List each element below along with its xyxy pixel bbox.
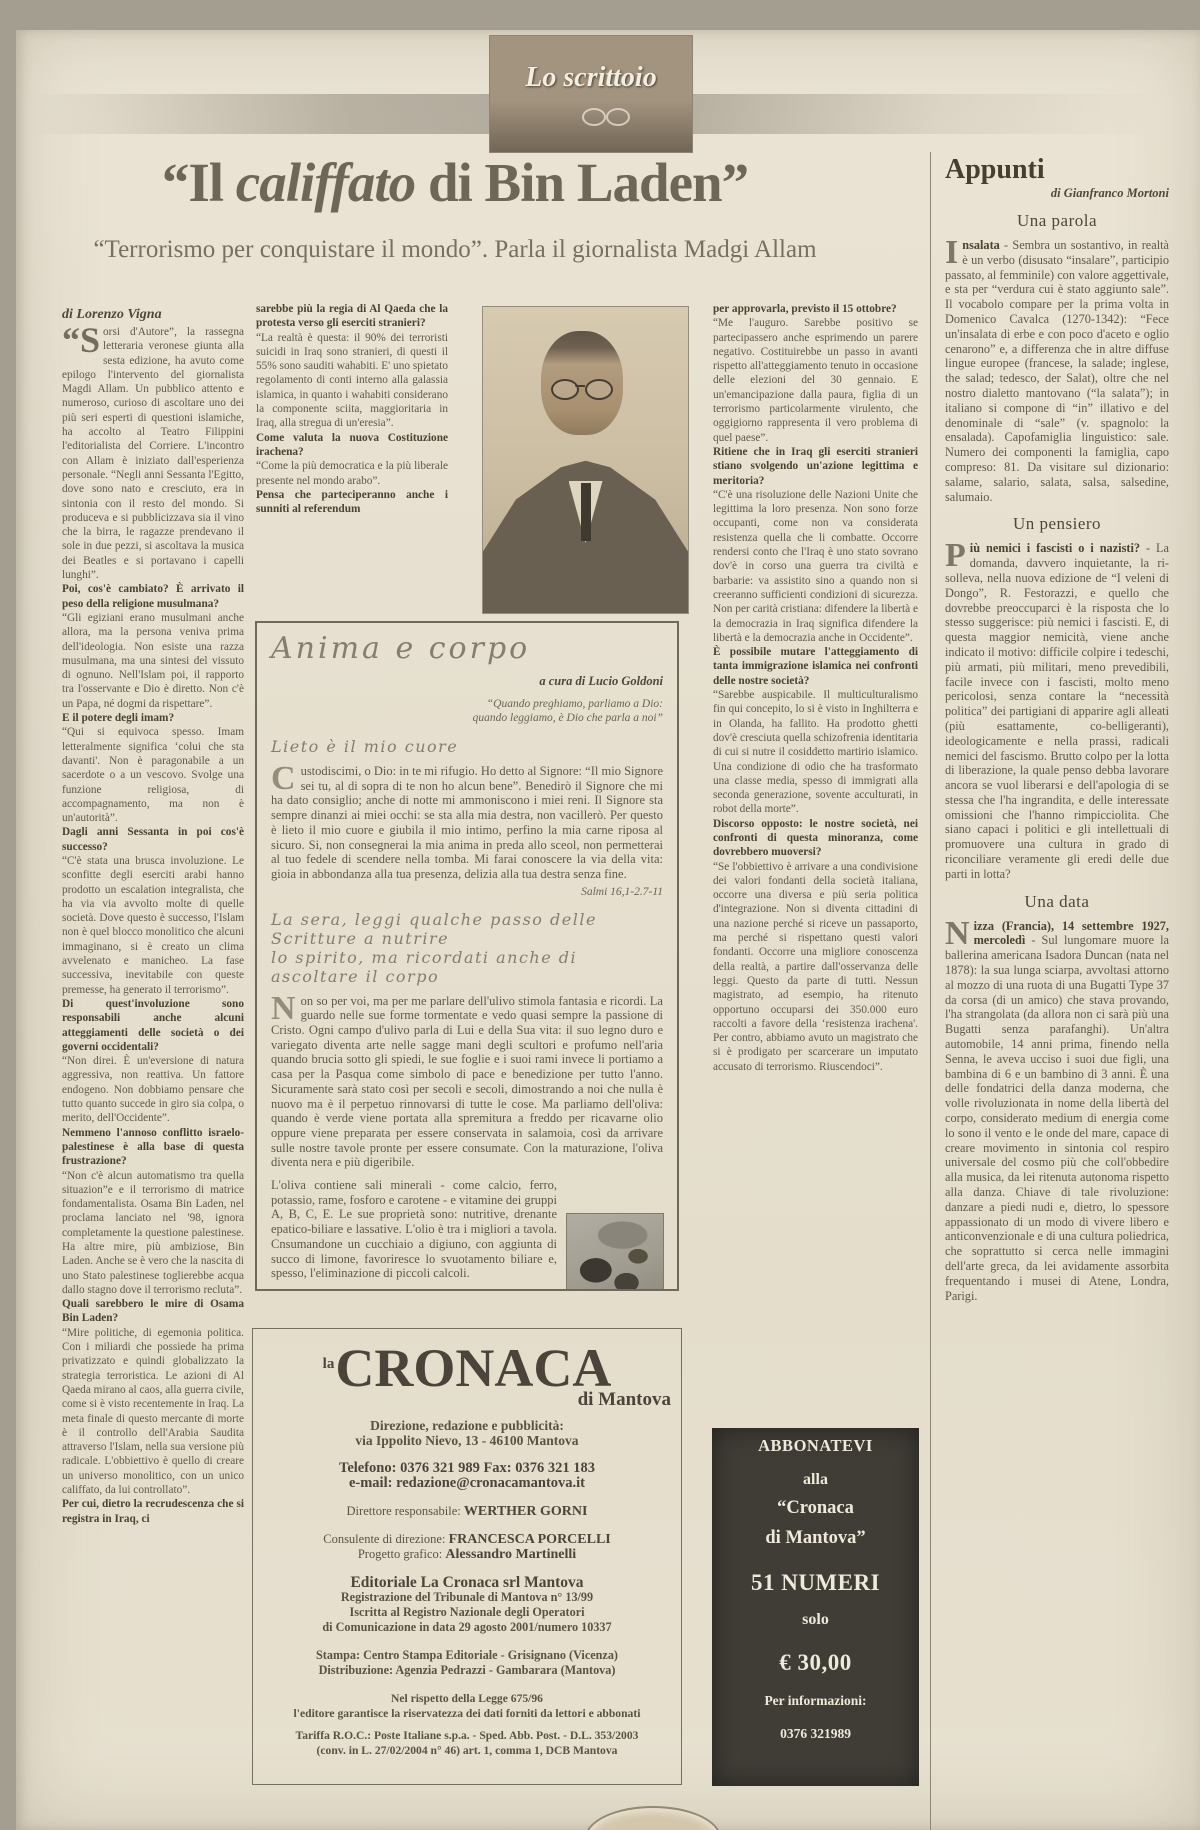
box-curator: a cura di Lucio Goldoni [539,674,663,688]
masthead-line: Direttore responsabile: WERTHER GORNI [346,1504,588,1519]
article-paragraph: Dagli anni Sessanta in poi cos'è successo? [62,826,244,853]
article-paragraph: È possibile mutare l'atteggiamento di tanta immigrazione islamica nei confronti delle nostre società? [713,646,918,687]
masthead-line: via Ippolito Nievo, 13 - 46100 Mantova [355,1433,579,1448]
masthead-line: (conv. in L. 27/02/2004 n° 46) art. 1, comma 1, DCB Mantova [316,1744,618,1757]
article-paragraph: Quali sarebbero le mire di Osama Bin Laden? [62,1298,244,1325]
box-title: Anima e corpo [271,631,531,666]
masthead-line: Tariffa R.O.C.: Poste Italiane s.p.a. - Sped. Abb. Post. - D.L. 353/2003 [295,1729,639,1742]
masthead-line: Iscritta al Registro Nazionale degli Operatori [349,1605,585,1619]
article-paragraph: Di quest'involuzione sono responsabili anche alcuni atteggiamenti delle società o dei governi occidentali? [62,997,244,1053]
masthead-line: Direzione, redazione e pubblicità: [370,1418,564,1433]
article-paragraph: Poi, cos'è cambiato? È arrivato il peso della religione musulmana? [62,583,244,610]
headline-italic-word: califfato [235,152,416,213]
article-paragraph: “La realtà è questa: il 90% dei terroristi suicidi in Iraq sono stranieri, di questi il 55% sono sauditi wahabiti. E' uno spietato regolamento di conti interno alla galassia islamica, in quanto i wahabiti considerano la componente sciita, maggioritaria in Iraq, alla stregua di un'eresia”. [256,331,448,430]
article-paragraph: “Sarebbe auspicabile. Il multiculturalismo fin qui concepito, lo si è visto in Inghilterra e in Olanda, ha fallito. Ha prodotto ghetti dov'è cresciuta quella schizofrenia identitaria di cui si nutre il cosiddetto martirio islamico. Una condizione di odio che ha trasformato una classe media, spesso di immigrati alla seconda generazione, sovente acculturati, in robot della morte”. [713,689,918,816]
article-paragraph: “Non direi. È un'eversione di natura aggressiva, non reattiva. Un fattore endogeno. Non dobbiamo pensare che tutto quanto succede in giro sia colpa, o merito, dell'Occidente”. [62,1055,244,1125]
ad-line: 51 NUMERI [750,1570,881,1595]
masthead-line: l'editore garantisce la riservatezza dei dati forniti da lettori e abbonati [293,1707,641,1720]
article-paragraph: “Se l'obbiettivo è arrivare a una condivisione dei valori fondanti della società italiana, occorre una diversa e più seria politica d'integrazione. Non si diventa cittadini di una nazione perché si riceve un passaporto, ma perché si rispettano questi valori fondanti. Occorre una migliore conoscenza della realtà, a partire dall'osservanza delle leggi. Questo da parte di tutti. Nessun magistrato, ad esempio, ha ritenuto opportuno occuparsi dei 350.000 euro raccolti a favore della ‘resistenza irachena'. Per contro, abbiamo avuto un magistrato che si è prodigato per scarcerare un imputato accusato di terrorismo. Riuscendoci”. [713,860,918,1073]
article-paragraph: Discorso opposto: le nostre società, nei confronti di questa minoranza, come dovrebbero muoversi? [713,817,918,859]
psalm-text: Custodiscimi, o Dio: in te mi rifugio. Ho detto al Signore: “Il mio Signore sei tu, al di sopra di te non ho alcun bene”. Benedirò il Signore che mi ha dato consiglio; anche di notte mi ammoniscono i miei reni. Il Signore sta sempre dinanzi ai miei occhi: se sta alla mia destra, non vacillerò. Per questo è lieto il mio cuore e giubila il mio intimo, perfino la mia carne riposa al sicuro. Si, non consegnerai la mia anima in preda allo sceol, non permetterai al tuo fedele di scendere nella tomba. Mi farai conoscere la via della vita: gioia in abbondanza alla tua presenza, delizia alla tua destra senza fine. [271,760,663,881]
psalm-title: Lieto è il mio cuore [271,737,459,756]
eyeglasses-icon [582,108,606,126]
masthead-box [252,1328,682,1785]
section-title: Lo scrittoio [525,62,657,93]
anima-e-corpo-box [255,621,679,1291]
article-paragraph: sarebbe più la regia di Al Qaeda che la protesta verso gli eserciti stranieri? [256,303,448,330]
masthead-line: Editoriale La Cronaca srl Mantova [350,1574,584,1591]
standfirst: “Terrorismo per conquistare il mondo”. Parla il giornalista Madgi Allam [93,236,817,263]
article-paragraph: Nemmeno l'annoso conflitto israelo-palestinese è alla base di questa frustrazione? [62,1126,244,1168]
headline-open: “Il [161,152,236,213]
article-paragraph: Ritiene che in Iraq gli eserciti stranieri stiano svolgendo un'azione legittima e meritoria? [713,445,918,487]
appunti-byline: di Gianfranco Mortoni [1050,186,1169,200]
masthead-line: Distribuzione: Agenzia Pedrazzi - Gambarara (Mantova) [318,1663,616,1677]
box-epigraph: “Quando preghiamo, parliamo a Dio: quando leggiamo, è Dio che parla a noi” [472,698,663,724]
masthead-line: e-mail: redazione@cronacamantova.it [348,1475,586,1491]
appunti-block: Una data [1024,891,1090,911]
masthead-line: Nel rispetto della Legge 675/96 [391,1692,543,1705]
eyeglasses-icon [606,108,630,126]
masthead-line: Registrazione del Tribunale di Mantova n° 13/99 [340,1590,594,1604]
appunti-block: Una parola [1016,211,1098,230]
lo-scrittoio-banner-photo [490,36,692,152]
article-column-2 [256,302,448,620]
ad-line: ABBONATEVI [758,1436,873,1455]
magdi-allam-photo [483,307,688,613]
cronaca-logo: laCRONACA [322,1338,612,1398]
ad-line: di Mantova” [765,1528,866,1548]
masthead-line: Telefono: 0376 321 989 Fax: 0376 321 183 [338,1460,596,1476]
bottom-page-ornament [585,1806,721,1830]
appunti-block: Più nemici i fascisti o i nazisti? - La domanda, davvero inquietante, la ri-solleva, nella nuova edizione de “I veleni di Dongo”, R. Festorazzi, e quello che dovrebbe preoccuparci è la risposta che lo stesso suggerisce: più nemici i fascisti. E, di questa maggior nemicità, viene anche indicato il motivo: difficile colpire i tedeschi, più armati, più militari, meno prevedibili, facile invece con i fascisti, molto meno pericolosi, senza contare la “necessità politica” dei partigiani di apparire agli alleati (più esattamente, co-belligeranti), ideologicamente e nella prassi, radicali nemici del fascismo. Brutto colpo per la lotta di liberazione, la quale penso debba lavorare ancora se vuol liberarsi e dell'apologia di se stessa che l'ha ingrandita, e delle interessate omissioni che l'hanno rimpicciolita. Che siano capaci i politici e gli intellettuali di promuovere una cultura in grado di riconciliare veramente gli eredi delle due parti in lotta? [945,537,1169,881]
article-paragraph: Pensa che parteciperanno anche i sunniti al referendum [256,488,448,516]
article-column-1 [62,325,244,1803]
appunti-title: Appunti [945,154,1045,185]
appunti-block: Un pensiero [1012,514,1102,534]
main-headline [60,154,850,212]
article-paragraph: “Gli egiziani erano musulmani anche allora, ma la persona veniva prima dell'ideologia. Non esiste una razza musulmana, ma una sintesi del vissuto di ognuno. Nell'Islam poi, il rapporto tra l'osservante e Dio è diretto. Non c'è un Papa, né dogmi da rispettare”. [62,611,244,710]
article-paragraph: “Come la più democratica e la più liberale presente nel mondo arabo”. [256,460,448,487]
article-paragraph: E il potere degli imam? [62,712,175,725]
article-paragraph: “Sorsi d'Autore”, la rassegna letteraria veronese giunta alla sesta edizione, ha avuto come epilogo l'intervento del giornalista Magdi Allam. Un pubblico attento e numeroso, curioso di ascoltare uno dei più seri esperti di questioni islamiche, ha accolto al Teatro Filippini l'editorialista del Corriere. L'incontro con Allam è iniziato dall'esperienza personale. “Negli anni Sessanta l'Egitto, dove sono nato e cresciuto, era in sintonia con il resto del mondo. Si produceva e si pubblicizzava sia il vino che la birra, le ragazze prendevano il sole in due pezzi, si ascoltava la musica dei Beatles e si portavano i capelli lunghi”. [62,325,244,582]
article-paragraph: “C'è stata una brusca involuzione. Le sconfitte degli eserciti arabi hanno prodotto un escalation integralista, che ha via via avvolto molte di quelle società. Dove questo è successo, l'Islam non è quel blocco monolitico che alcuni immaginano, si è creato un clima avvelenato e manicheo. La fase successiva, inevitabile con queste premesse, ha generato il terrorismo”. [62,854,244,996]
ad-line: solo [802,1611,829,1628]
appunti-block: Insalata - Sembra un sostantivo, in realtà è un verbo (disusato “insalare”, participio passato, al femminile) con valore aggettivale, e sta per “verdura cui è stato aggiunto sale”. Il vocabolo compare per la prima volta in Domenico Cavalca (1270-1342): “Fece un'insalata di erbe e con poco d'aceto e oglio cenarono” e, a differenza che in altre diffuse lingue europee (francese, la salade; inglese, the salad; tedesco, der Salat), oltre che nel nostro dialetto mantovano (“la salata”); in italiano si compone di “in” illativo e del denominale di “sale” (v. spagnolo: la ensalada). Capofamiglia linguistico: sale. Numero dei componenti la famiglia, capo compreso: 81. Da visitare sul dizionario: salame, salario, salata, salsa, salsedine, salumaio. [945,234,1169,504]
ad-line: € 30,00 [779,1650,852,1675]
subscription-ad [712,1428,919,1786]
appunti-blocks [945,211,1169,1303]
article-paragraph: “Mire politiche, di egemonia politica. Con i miliardi che possiede ha prima privatizzato e quindi globalizzato la strategia terroristica. Le azioni di Al Qaeda mirano al caos, alla guerra civile, come si è visto recentemente in Iraq. La meta finale di questo mercante di morte è il controllo dell'Arabia Saudita attraverso l'Islam, nella sua versione più radicale. L'obbiettivo è quello di creare un universo monolitico, con un unico califfato, da lui controllato”. [62,1326,244,1497]
ad-line: “Cronaca [777,1498,854,1518]
article-paragraph: per approvarla, previsto il 15 ottobre? [713,303,897,315]
masthead-line: di Comunicazione in data 29 agosto 2001/numero 10337 [322,1620,612,1634]
article-paragraph: “Non c'è alcun automatismo tra quella situazion”e e il terrorismo di matrice fondamentalista. Osama Bin Laden, nel proclama lanciato nel '98, ignora completamente la questione palestinese. Ha altre mire, più ambiziose, Bin Laden. Anche se è vero che la nascita di uno Stato palestinese toglierebbe acqua dallo stagno dove il terrorismo recluta”. [62,1169,244,1296]
article-paragraph: “Qui si equivoca spesso. Imam letteralmente significa ‘colui che sta davanti'. Non è paragonabile a un sacerdote o a un vescovo. Svolge una funzione religiosa, di accompagnamento, ma non è un'autorità”. [62,726,244,825]
second-piece-title: La sera, leggi qualche passo delle Scritture a nutrire lo spirito, ma ricordati anche di ascoltare il corpo [271,909,597,986]
headline-close: di Bin Laden” [415,152,749,213]
appunti-column [945,154,1169,1830]
masthead-line: Consulente di direzione: FRANCESCA PORCELLI [323,1532,611,1547]
sidebar-divider-rule [930,152,931,1830]
article-paragraph: “C'è una risoluzione delle Nazioni Unite che legittima la loro presenza. Non sono forze occupanti, come non va considerata resistenza quella che li combatte. Occorre rendersi conto che l'Iraq è uno stato sovrano dov'è in corso una guerra tra civiltà e barbarie: va assistito sino a quando non si creeranno sufficienti condizioni di sicurezza. Non per carità cristiana: difendere la libertà e la democrazia in Iraq significa difendere la libertà e la democrazia anche in Occidente”. [713,488,918,644]
author-byline: di Lorenzo Vigna [62,307,162,322]
newspaper-page [16,30,1200,1830]
olive-text-part1: Non so per voi, ma per me parlare dell'ulivo stimola fantasia e ricordi. La guardo nelle sue forme tormentate e vedo quasi sempre la passione di Cristo. Ogni campo d'ulivo parla di Lui e della Sua vita: il suo legno duro e variegato diventa arte nelle sagge mani degli scultori e profumo nell'aria quando brucia sotto gli spiedi, le sue foglie e i suoi rami invece li portiamo a casa per la Pasqua come simbolo di pace e benedizione per tutto l'anno. Sicuramente sarà stato così per secoli e secoli, dimostrando a noi che nulla è nuovo ma è il perpetuo rinnovarsi di tutte le cose. Ma parliamo dell'oliva: quando è verde viene portata alla spremitura a freddo per ricavarne olio oppure viene preparata per essere conservata in salamoia, così da arrivare sulle nostre tavole pronte per essere consumate. Con la maturazione, l'oliva diventa nera e più digeribile. [271,989,663,1170]
ad-line: 0376 321989 [780,1726,851,1741]
article-paragraph: “Me l'auguro. Sarebbe positivo se partecipassero anche esprimendo un parere negativo. Costituirebbe un passo in avanti rispetto all'atteggiamento tenuto in occasione delle elezioni del 30 gennaio. E un'emancipazione dalla paura, figlia di un terrorismo particolarmente virulento, che oggigiorno rappresenta il vero problema di quel paese”. [713,317,918,444]
ad-line: Per informazioni: [764,1693,867,1708]
appunti-block: Nizza (Francia), 14 settembre 1927, mercoledì - Sul lungomare muore la ballerina americana Isadora Duncan (nata nel 1878): la sua lunga sciarpa, avvoltasi attorno al mozzo di una ruota di una Bugatti Type 37 da corsa (di un amico) che stava provando, l'ha strangolata (da allora non ci sarà più una Bugatti senza parafanghi). Un'altra automobile, 14 anni prima, finendo nella Senna, le aveva ucciso i suoi due figli, una bambina di 6 e un bambino di 3 anni. È una delle fondatrici della danza moderna, che volle rivoluzionata in nome della libertà del corpo, considerato medium di energia come lo sono il vento e le onde del mare, capace di creare movimento in sintonia col respiro universale del cosmo più che coll'obbedire alla musica, da lei ritenuta autonoma rispetto alla danza. Chiave di tale rivoluzione: danzare a piedi nudi e, dietro, lo spessore appassionato di un modo di vivere libero e anticonvenzionale e di una cultura poliedrica, che soprattutto si cerca nelle immagini dell'arte greca, da lei avidamente assorbita frequentando i musei di Atene, Londra, Parigi. [945,914,1169,1303]
ad-line: alla [803,1471,828,1488]
article-column-4 [713,302,918,1424]
portrait-tie [581,483,591,541]
masthead-lines [253,1418,681,1758]
portrait-glasses [549,379,615,399]
olive-text-part2: L'oliva contiene sali minerali - come calcio, ferro, potassio, rame, fosforo e carotene - e vitamine dei gruppi A, B, C, E. Le sue proprietà sono: nutritive, drenante epatico-biliare e lassative. L'olio è tra i migliori a tavola. Cnsumandone un cucchiaio a digiuno, con aggiunta di succo di limone, favoriresce lo svuotamento biliare e, spesso, l'eliminazione di piccoli calcoli. [271,1178,557,1281]
cronaca-logo-subtitle: di Mantova [577,1389,671,1410]
masthead-line: Stampa: Centro Stampa Editoriale - Grisignano (Vicenza) [316,1648,618,1662]
article-paragraph: Come valuta la nuova Costituzione irachena? [256,431,448,458]
masthead-line: Progetto grafico: Alessandro Martinelli [357,1547,577,1562]
olives-photo [567,1214,663,1291]
psalm-source: Salmi 16,1-2.7-11 [581,885,663,898]
article-paragraph: Per cui, dietro la recrudescenza che si registra in Iraq, ci [62,1498,244,1525]
